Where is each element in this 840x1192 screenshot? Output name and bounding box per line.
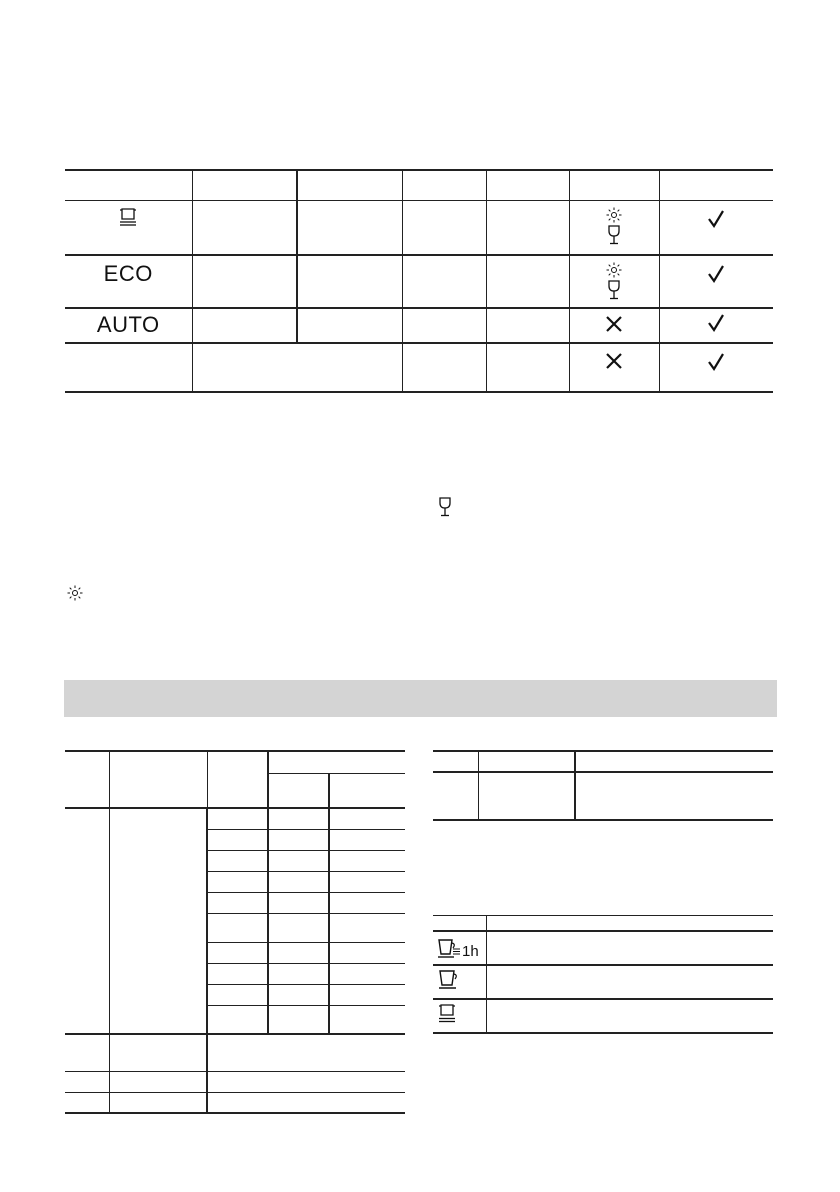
small-info-table	[433, 750, 773, 821]
cell	[486, 931, 773, 965]
header-cell	[486, 170, 569, 201]
cup-1h-icon	[437, 937, 486, 959]
table-header-row	[433, 916, 773, 931]
cell	[192, 343, 402, 392]
cell	[569, 308, 659, 343]
header-cell	[268, 773, 329, 808]
checkmark-icon	[660, 209, 774, 229]
checkmark-icon	[660, 352, 774, 372]
checkmark-icon	[660, 264, 774, 284]
cell	[297, 308, 402, 343]
wineglass-icon	[570, 225, 659, 245]
sun-icon	[66, 585, 84, 606]
cell	[402, 255, 486, 308]
header-cell	[478, 751, 575, 772]
option-icon-cell	[433, 999, 486, 1033]
table-row	[433, 931, 773, 965]
cross-icon	[570, 315, 659, 333]
cell	[486, 201, 569, 255]
program-cell	[65, 255, 192, 308]
wineglass-icon	[438, 497, 452, 522]
cell	[486, 308, 569, 343]
cell	[207, 1034, 405, 1071]
options-table	[433, 915, 773, 1034]
option-icon-cell	[433, 931, 486, 965]
header-cell	[569, 170, 659, 201]
program-label-auto: AUTO	[96, 311, 160, 337]
cell	[478, 772, 575, 820]
table-row	[65, 343, 773, 392]
cell	[659, 255, 773, 308]
cell	[575, 772, 773, 820]
section-header-bar	[64, 680, 777, 717]
sun-icon	[570, 207, 659, 223]
cup-icon	[438, 968, 486, 995]
cell	[192, 308, 297, 343]
table-row	[65, 308, 773, 343]
header-cell	[433, 916, 486, 931]
cell	[329, 808, 405, 829]
pot-icon	[65, 207, 192, 227]
program-cell	[65, 308, 192, 343]
header-cell	[402, 170, 486, 201]
program-cell	[65, 343, 192, 392]
table-header-row	[65, 751, 405, 773]
header-cell	[297, 170, 402, 201]
header-cell	[486, 916, 773, 931]
table-row	[433, 772, 773, 820]
cell	[486, 255, 569, 308]
program-cell	[65, 201, 192, 255]
sun-icon	[570, 262, 659, 278]
table-row	[65, 201, 773, 255]
checkmark-icon	[660, 313, 774, 333]
cell	[207, 1092, 405, 1113]
cell	[433, 772, 478, 820]
table-row	[65, 1034, 405, 1071]
header-cell	[329, 773, 405, 808]
cell	[109, 1071, 207, 1092]
cell	[486, 343, 569, 392]
cell	[659, 343, 773, 392]
header-cell	[65, 170, 192, 201]
header-cell	[659, 170, 773, 201]
header-cell	[268, 751, 405, 773]
cell	[486, 965, 773, 999]
table-row	[433, 999, 773, 1033]
program-label-eco: ECO	[103, 260, 153, 286]
cell	[109, 1092, 207, 1113]
cell	[297, 201, 402, 255]
table-row	[65, 255, 773, 308]
cell	[65, 1071, 109, 1092]
header-cell	[575, 751, 773, 772]
cell	[659, 201, 773, 255]
table-header-row	[65, 170, 773, 201]
cell	[192, 201, 297, 255]
cell	[402, 343, 486, 392]
cell	[65, 1092, 109, 1113]
header-cell	[433, 751, 478, 772]
program-table	[65, 169, 773, 393]
header-cell	[207, 751, 268, 808]
cell	[109, 808, 207, 1034]
header-cell	[109, 751, 207, 808]
cell	[569, 201, 659, 255]
cell	[659, 308, 773, 343]
cross-icon	[570, 352, 659, 370]
pot-icon	[438, 1002, 486, 1029]
option-icon-cell	[433, 965, 486, 999]
cell	[268, 808, 329, 829]
settings-grid-table	[65, 750, 405, 1114]
cell	[207, 808, 268, 829]
cell	[402, 201, 486, 255]
header-cell	[65, 751, 109, 808]
cell	[569, 343, 659, 392]
table-row	[65, 1092, 405, 1113]
table-row	[433, 965, 773, 999]
cell	[192, 255, 297, 308]
cell	[569, 255, 659, 308]
cell	[297, 255, 402, 308]
cell	[486, 999, 773, 1033]
table-header-row	[433, 751, 773, 772]
option-icon-text: 1h	[462, 942, 479, 960]
table-row	[65, 1071, 405, 1092]
wineglass-icon	[570, 280, 659, 300]
cell	[109, 1034, 207, 1071]
cell	[65, 808, 109, 1034]
table-row	[65, 808, 405, 829]
cell	[207, 1071, 405, 1092]
header-cell	[192, 170, 297, 201]
cell	[65, 1034, 109, 1071]
cell	[402, 308, 486, 343]
